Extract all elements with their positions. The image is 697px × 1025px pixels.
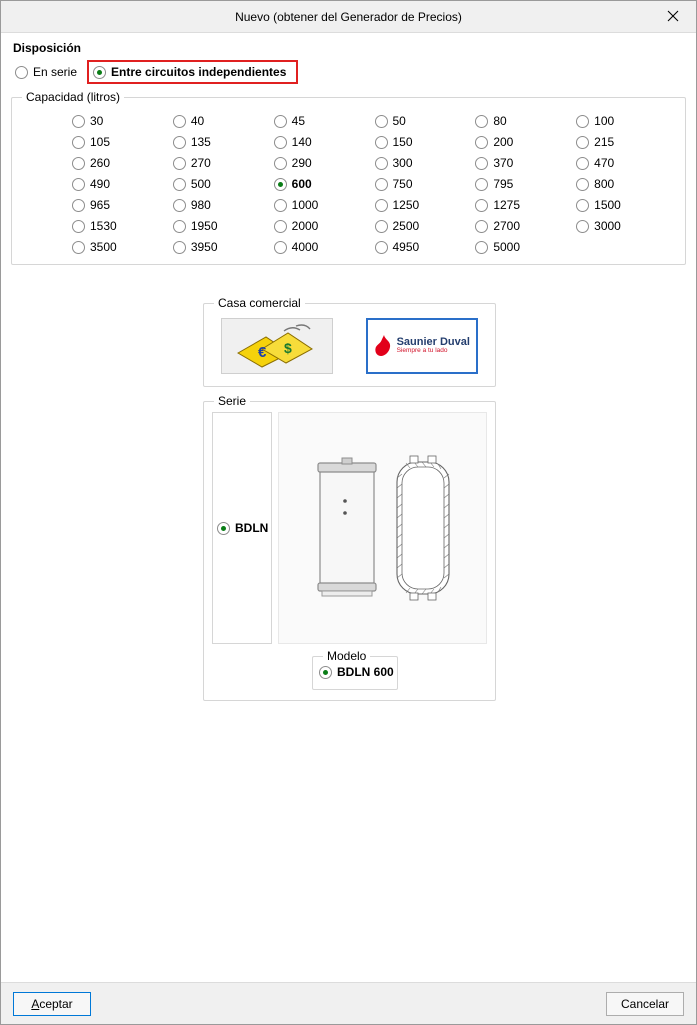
- radio-capacidad-140[interactable]: [274, 135, 371, 149]
- window-title: Nuevo (obtener del Generador de Precios): [235, 9, 462, 24]
- radio-capacidad-4000[interactable]: [274, 240, 371, 254]
- radio-dot-icon: [173, 157, 186, 170]
- casa-comercial-label: Casa comercial: [214, 296, 305, 310]
- tank-section-drawing: [392, 452, 454, 604]
- saunier-duval-tagline: Siempre a tu lado: [396, 347, 448, 355]
- radio-dot-icon: [72, 199, 85, 212]
- radio-capacidad-795[interactable]: [475, 177, 572, 191]
- radio-label: 80: [493, 114, 507, 128]
- radio-dot-icon: [173, 199, 186, 212]
- radio-label: 300: [392, 156, 413, 170]
- radio-dot-icon: [375, 157, 388, 170]
- radio-capacidad-270[interactable]: [173, 156, 270, 170]
- serie-preview-image: [278, 412, 487, 644]
- radio-capacidad-3000[interactable]: [576, 219, 673, 233]
- radio-capacidad-1250[interactable]: [375, 198, 472, 212]
- radio-label: 800: [594, 177, 615, 191]
- radio-dot-icon: [274, 136, 287, 149]
- radio-label: 4000: [291, 240, 319, 254]
- close-icon: [667, 10, 679, 22]
- radio-dot-icon: [375, 220, 388, 233]
- radio-label: 4950: [392, 240, 420, 254]
- modelo-groupbox: [312, 649, 398, 690]
- radio-dot-icon: [173, 178, 186, 191]
- radio-dot-icon: [475, 157, 488, 170]
- radio-capacidad-1275[interactable]: [475, 198, 572, 212]
- radio-dot-icon: [375, 136, 388, 149]
- cancel-button-label: Cancelar: [620, 996, 670, 1011]
- serie-label: Serie: [214, 394, 250, 408]
- radio-capacidad-4950[interactable]: [375, 240, 472, 254]
- radio-capacidad-50[interactable]: [375, 114, 472, 128]
- svg-text:€: €: [257, 344, 267, 361]
- radio-dot-icon: [72, 178, 85, 191]
- radio-label: 600: [291, 177, 312, 191]
- radio-capacidad-2000[interactable]: [274, 219, 371, 233]
- radio-label: 215: [594, 135, 615, 149]
- radio-capacidad-290[interactable]: [274, 156, 371, 170]
- radio-dot-icon: [15, 66, 28, 79]
- radio-capacidad-1530[interactable]: [72, 219, 169, 233]
- radio-dot-icon: [576, 199, 589, 212]
- radio-label: 140: [291, 135, 312, 149]
- radio-capacidad-30[interactable]: [72, 114, 169, 128]
- radio-dot-icon: [72, 241, 85, 254]
- capacidad-label: Capacidad (litros): [22, 90, 124, 104]
- radio-capacidad-470[interactable]: [576, 156, 673, 170]
- radio-label: 150: [392, 135, 413, 149]
- radio-label: 270: [190, 156, 211, 170]
- generic-price-icon: [232, 323, 322, 369]
- radio-dot-icon: [173, 115, 186, 128]
- radio-capacidad-45[interactable]: [274, 114, 371, 128]
- radio-dot-icon: [319, 666, 332, 679]
- serie-option-list: [212, 412, 272, 644]
- radio-capacidad-750[interactable]: [375, 177, 472, 191]
- accept-button-label: Aceptar: [31, 996, 73, 1011]
- radio-dot-icon: [375, 178, 388, 191]
- radio-dot-icon: [576, 178, 589, 191]
- capacidad-options: [20, 110, 677, 256]
- radio-label: 1000: [291, 198, 319, 212]
- highlight-annotation: [87, 60, 298, 84]
- radio-dot-icon: [93, 66, 106, 79]
- radio-modelo-bdln-600[interactable]: [319, 665, 394, 679]
- radio-capacidad-600[interactable]: [274, 177, 371, 191]
- radio-capacidad-370[interactable]: [475, 156, 572, 170]
- dialog-content: [1, 33, 696, 982]
- radio-label: 1275: [493, 198, 521, 212]
- radio-capacidad-500[interactable]: [173, 177, 270, 191]
- radio-capacidad-490[interactable]: [72, 177, 169, 191]
- radio-dot-icon: [475, 199, 488, 212]
- radio-entre-circuitos-independientes[interactable]: [93, 65, 286, 79]
- modelo-label: Modelo: [323, 649, 370, 663]
- radio-label: 260: [90, 156, 111, 170]
- radio-dot-icon: [274, 157, 287, 170]
- selection-panels: [11, 296, 686, 701]
- radio-dot-icon: [375, 241, 388, 254]
- radio-dot-icon: [576, 115, 589, 128]
- radio-capacidad-40[interactable]: [173, 114, 270, 128]
- radio-dot-icon: [475, 115, 488, 128]
- radio-label: 370: [493, 156, 514, 170]
- radio-capacidad-3950[interactable]: [173, 240, 270, 254]
- radio-label: 965: [90, 198, 111, 212]
- saunier-duval-flame-icon: [375, 335, 392, 357]
- disposicion-label: Disposición: [13, 41, 82, 55]
- saunier-duval-name: Saunier Duval: [396, 335, 470, 348]
- radio-label: 750: [392, 177, 413, 191]
- radio-dot-icon: [375, 199, 388, 212]
- radio-label: 1950: [190, 219, 218, 233]
- brand-tile-generic[interactable]: [221, 318, 333, 374]
- radio-dot-icon: [274, 115, 287, 128]
- radio-label: 45: [291, 114, 306, 128]
- radio-capacidad-800[interactable]: [576, 177, 673, 191]
- tank-exterior-drawing: [312, 453, 382, 603]
- radio-label: 2700: [493, 219, 521, 233]
- radio-capacidad-150[interactable]: [375, 135, 472, 149]
- radio-dot-icon: [217, 522, 230, 535]
- radio-dot-icon: [72, 115, 85, 128]
- radio-label: Entre circuitos independientes: [111, 65, 287, 79]
- radio-dot-icon: [274, 220, 287, 233]
- radio-capacidad-215[interactable]: [576, 135, 673, 149]
- radio-capacidad-200[interactable]: [475, 135, 572, 149]
- radio-label: 290: [291, 156, 312, 170]
- radio-dot-icon: [576, 220, 589, 233]
- radio-dot-icon: [274, 178, 287, 191]
- radio-label: 1530: [90, 219, 117, 233]
- accept-button[interactable]: [13, 992, 91, 1016]
- radio-label: 200: [493, 135, 514, 149]
- title-bar: [1, 1, 696, 33]
- serie-groupbox: [203, 394, 496, 701]
- radio-label: 50: [392, 114, 406, 128]
- radio-capacidad-2500[interactable]: [375, 219, 472, 233]
- radio-dot-icon: [173, 136, 186, 149]
- casa-comercial-groupbox: [203, 296, 496, 387]
- radio-dot-icon: [475, 178, 488, 191]
- radio-dot-icon: [274, 199, 287, 212]
- radio-label: 100: [594, 114, 615, 128]
- dialog-footer: [1, 982, 696, 1024]
- radio-dot-icon: [475, 220, 488, 233]
- radio-label: 980: [190, 198, 211, 212]
- capacidad-groupbox: [11, 90, 686, 265]
- radio-label: 105: [90, 135, 111, 149]
- radio-label: 795: [493, 177, 514, 191]
- radio-dot-icon: [274, 241, 287, 254]
- radio-dot-icon: [475, 136, 488, 149]
- close-button[interactable]: [650, 1, 696, 31]
- radio-label: En serie: [33, 65, 78, 79]
- radio-en-serie[interactable]: [15, 65, 77, 79]
- radio-capacidad-1950[interactable]: [173, 219, 270, 233]
- radio-capacidad-1000[interactable]: [274, 198, 371, 212]
- radio-label: 40: [190, 114, 205, 128]
- radio-label: 3950: [190, 240, 218, 254]
- radio-dot-icon: [475, 241, 488, 254]
- radio-label: 5000: [493, 240, 521, 254]
- radio-capacidad-300[interactable]: [375, 156, 472, 170]
- radio-label: 1500: [594, 198, 621, 212]
- radio-capacidad-965[interactable]: [72, 198, 169, 212]
- radio-label: 2000: [291, 219, 319, 233]
- radio-label: 30: [90, 114, 104, 128]
- svg-text:$: $: [283, 340, 292, 356]
- radio-dot-icon: [173, 220, 186, 233]
- radio-label: 3000: [594, 219, 621, 233]
- radio-dot-icon: [72, 157, 85, 170]
- brand-tile-saunier-duval[interactable]: [366, 318, 478, 374]
- radio-label: BDLN: [235, 521, 269, 535]
- radio-capacidad-260[interactable]: [72, 156, 169, 170]
- radio-label: 490: [90, 177, 111, 191]
- radio-dot-icon: [576, 157, 589, 170]
- cancel-button[interactable]: [606, 992, 684, 1016]
- radio-label: 500: [190, 177, 211, 191]
- radio-label: BDLN 600: [337, 665, 394, 679]
- radio-capacidad-5000[interactable]: [475, 240, 572, 254]
- radio-dot-icon: [375, 115, 388, 128]
- radio-capacidad-1500[interactable]: [576, 198, 673, 212]
- radio-dot-icon: [173, 241, 186, 254]
- radio-capacidad-2700[interactable]: [475, 219, 572, 233]
- radio-label: 2500: [392, 219, 420, 233]
- radio-dot-icon: [72, 220, 85, 233]
- radio-capacidad-100[interactable]: [576, 114, 673, 128]
- radio-capacidad-105[interactable]: [72, 135, 169, 149]
- radio-capacidad-80[interactable]: [475, 114, 572, 128]
- radio-dot-icon: [72, 136, 85, 149]
- disposicion-options: [15, 59, 686, 85]
- radio-label: 470: [594, 156, 615, 170]
- radio-serie-bdln[interactable]: [217, 521, 268, 535]
- radio-capacidad-980[interactable]: [173, 198, 270, 212]
- radio-capacidad-135[interactable]: [173, 135, 270, 149]
- radio-label: 1250: [392, 198, 420, 212]
- radio-dot-icon: [576, 136, 589, 149]
- radio-label: 135: [190, 135, 211, 149]
- radio-capacidad-3500[interactable]: [72, 240, 169, 254]
- radio-label: 3500: [90, 240, 117, 254]
